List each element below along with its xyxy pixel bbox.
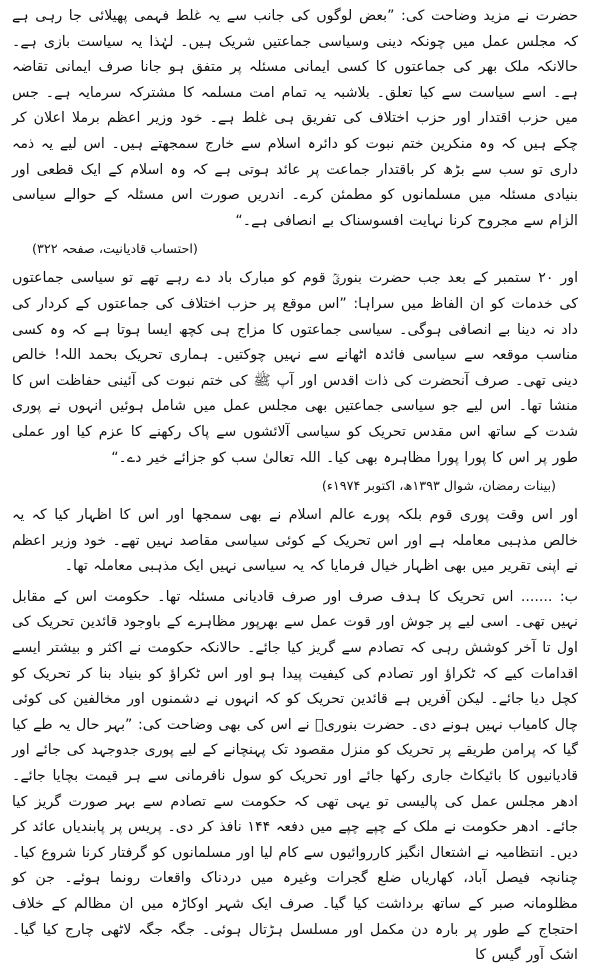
- paragraph-clarification: حضرت نے مزید وضاحت کی: ”بعض لوگوں کی جانب سے یہ غلط فہمی پھیلائی جا رہی ہے کہ مجلس عمل میں چونکہ دینی وسیاسی جماعتیں شریک ہیں۔ لہٰذا یہ سیاست بازی ہے۔ حالانکہ ملک بھر کی جماعتوں کا کسی ایمانی مسئلہ پر متفق ہو جانا صرف ایمانی تقاضہ ہے۔ اسے سیاست سے کیا تعلق۔ بلاشبہ یہ تمام امت مسلمہ کا مشترکہ سرمایہ ہے۔ جس میں حزب اقتدار اور حزب اختلاف کی تفریق ہی غلط ہے۔ خود وزیر اعظم برملا اعلان کر چکے ہیں کہ وہ منکرین ختم نبوت کو دائرہ اسلام سے خارج سمجھتے ہیں۔ اس لیے یہ ذمہ داری تو سب سے بڑھ کر باقتدار جماعت پر عائد ہوتی ہے کہ وہ اسلام کے ایک قطعی اور بنیادی مسئلہ میں مسلمانوں کو مطمئن کرے۔ اندریں صورت اس مسئلہ کے حوالے سیاسی الزام سے مجروح کرنا نہایت افسوسناک بے انصافی ہے۔“: [12, 8, 578, 229]
- paragraph-movement-goal: ب: ....... اس تحریک کا ہدف صرف اور صرف قادیانی مسئلہ تھا۔ حکومت اس کے مقابل نہیں تھی۔ اسی لیے پر جوش اور قوت عمل سے بھرپور مظاہرے کے باوجود قائدین تحریک کی اول تا آخر کوشش رہی کہ تصادم سے گریز کیا جائے۔ حالانکہ حکومت نے اکثر و بیشتر ایسے اقدامات کیے کہ ٹکراؤ اور تصادم کی کیفیت پیدا ہو اور اس ٹکراؤ کو بنیاد بنا کر تحریک کو کچل دیا جائے۔ لیکن آفریں ہے قائدین تحریک کو کہ انہوں نے دشمنوں اور مخالفین کی کوئی چال کامیاب نہیں ہونے دی۔ حضرت بنوریؒ نے اس کی بھی وضاحت کی: ”بہر حال یہ طے کیا گیا کہ پرامن طریقے پر تحریک کو منزل مقصود تک پہنچانے کے لیے پوری جدوجہد کی جائے اور قادیانیوں کا بائیکاٹ جاری رکھا جائے اور تحریک کو سول نافرمانی سے ہر قیمت بچایا جائے۔ ادھر مجلس عمل کی پالیسی تو یہی تھی کہ حکومت سے تصادم سے بہر صورت گریز کیا جائے۔ ادھر حکومت نے ملک کے چپے چپے میں دفعہ ۱۴۴ نافذ کر دی۔ پریس پر پابندیاں عائد کر دیں۔ انتظامیہ نے اشتعال انگیز کارروائیوں سے کام لیا اور مسلمانوں کو گرفتار کرنا شروع کیا۔ چنانچہ فیصل آباد، کھاریاں ضلع گجرات وغیرہ میں دردناک واقعات رونما ہوئے۔ جن کو مظلومانہ صبر کے ساتھ برداشت کیا گیا۔ صرف ایک شہر اوکاڑہ میں ان مظالم کے خلاف احتجاج کے طور پر بارہ دن مکمل اور مسلسل ہڑتال ہوئی۔ جگہ جگہ لاٹھی چارج کیا گیا۔ اشک آور گیس کا: [12, 588, 578, 964]
- paragraph-religious-matter: اور اس وقت پوری قوم بلکہ پورے عالم اسلام نے بھی سمجھا اور اس کا اظہار کیا کہ یہ خالص مذہبی معاملہ ہے اور اس تحریک کے کوئی سیاسی مقاصد نہیں تھے۔ خود وزیر اعظم نے اپنی تقریر میں بھی اظہار خیال فرمایا کہ یہ سیاسی نہیں ایک مذہبی معاملہ تھا۔: [12, 507, 578, 575]
- reference-citation: (احتساب قادیانیت، صفحہ ۳۲۲): [32, 242, 198, 258]
- reference-citation: (بینات رمضان، شوال ۱۳۹۳ھ، اکتوبر ۱۹۷۴ء): [321, 479, 556, 495]
- paragraph-appreciation: اور ۲۰ ستمبر کے بعد جب حضرت بنوریؒ قوم کو مبارک باد دے رہے تھے تو سیاسی جماعتوں کی خدمات کو ان الفاظ میں سراہا: ”اس موقع پر حزب اختلاف کی جماعتوں کے کردار کی داد نہ دینا بے انصافی ہوگی۔ سیاسی جماعتوں کا مزاج ہی کچھ ایسا ہوتا ہے کہ وہ کسی مناسب موقعہ سے سیاسی فائدہ اٹھانے سے نہیں چوکتیں۔ ہماری تحریک بحمد اللہ! خالص دینی تھی۔ صرف آنحضرت کی ذات اقدس اور آپ ﷺ کی ختم نبوت کی آئینی حفاظت اس کا منشا تھا۔ اس لیے جو سیاسی جماعتیں بھی مجلس عمل میں شامل ہوئیں انہوں نے پوری شدت کے ساتھ اس مقدس تحریک کو سیاسی آلائشوں سے پاک رکھنے کا عزم کیا اور عملی طور پر اس کا پورا پورا مظاہرہ بھی کیا۔ اللہ تعالیٰ سب کو جزائے خیر دے۔“: [12, 270, 579, 466]
